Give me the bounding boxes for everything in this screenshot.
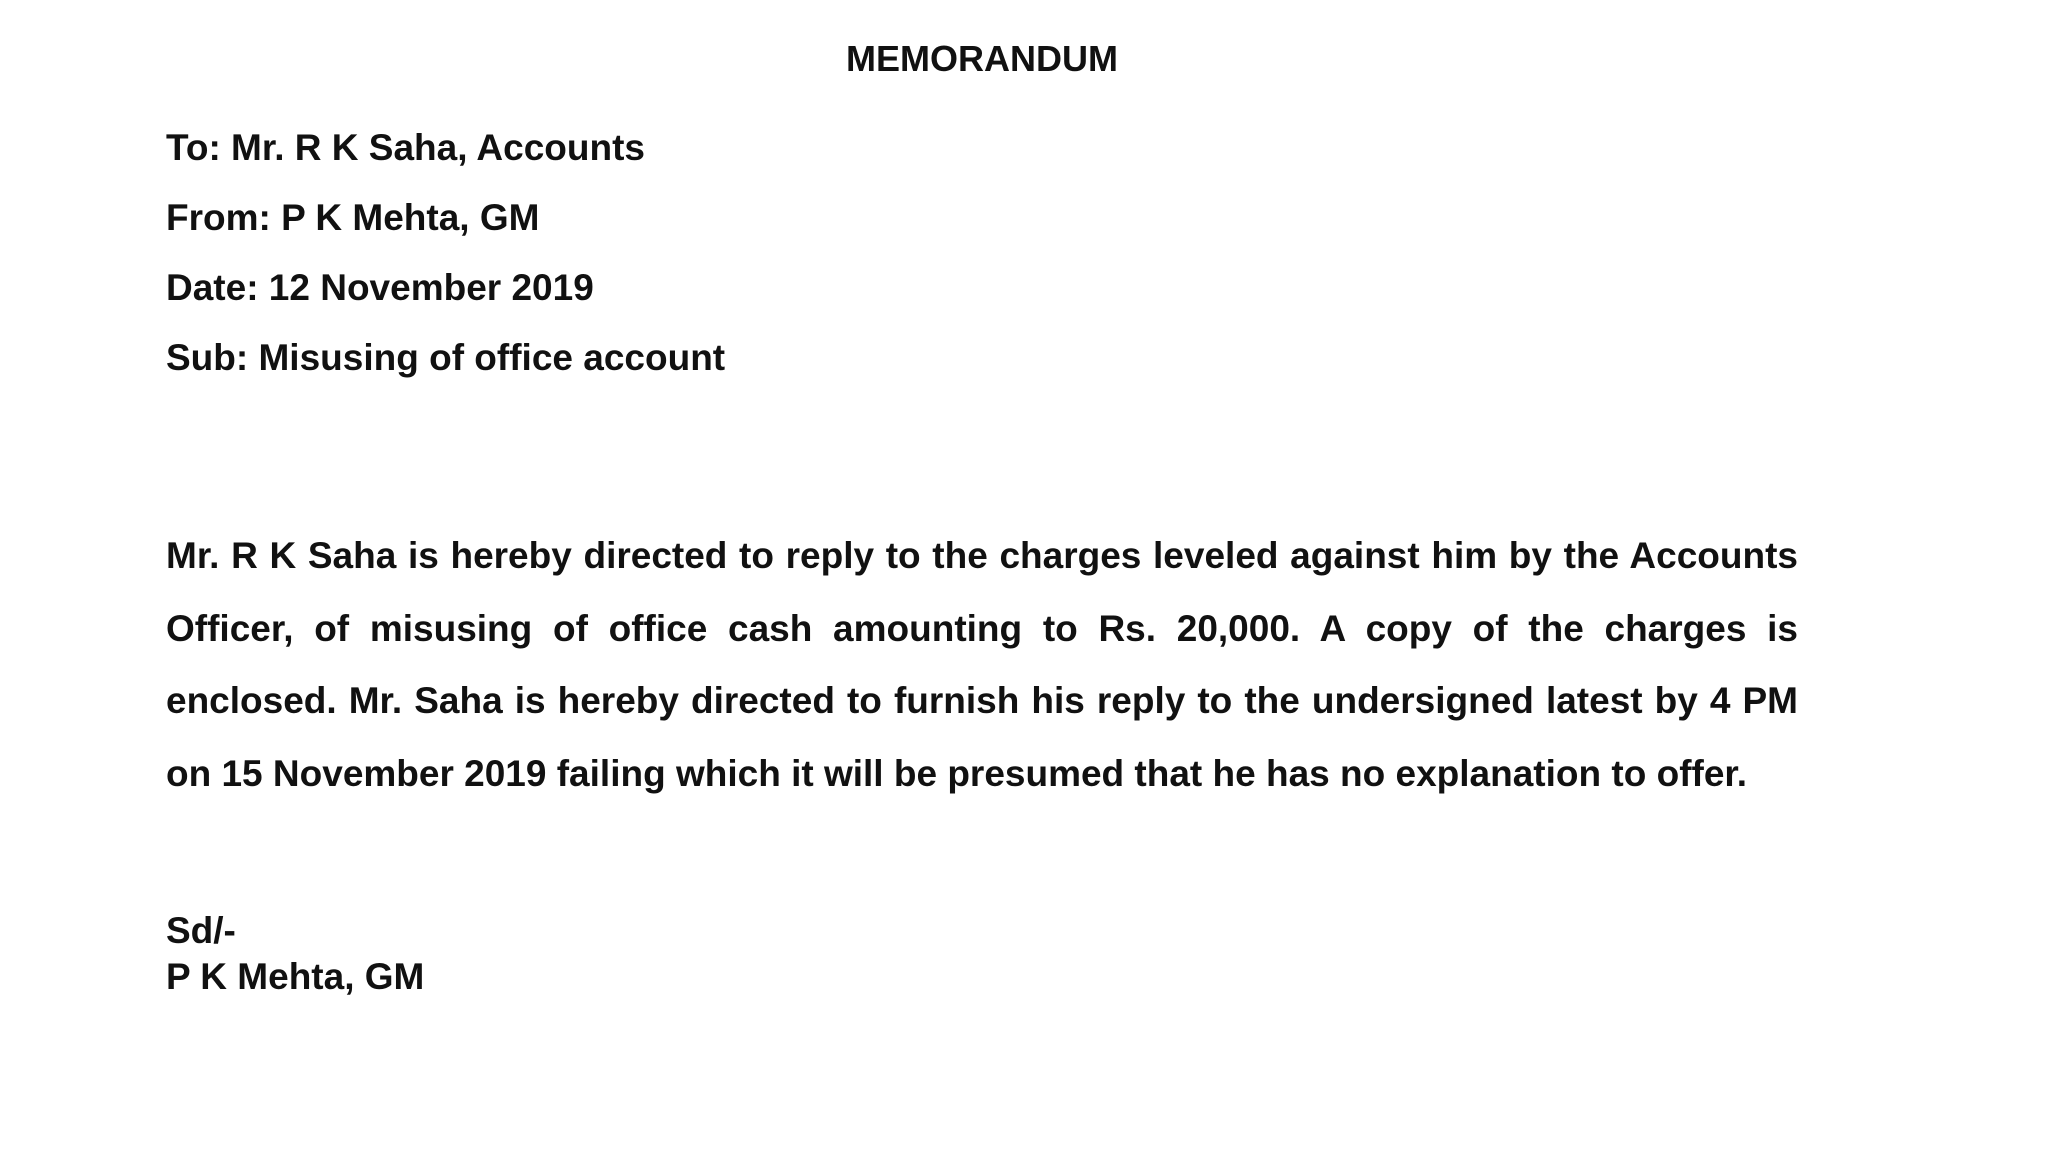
from-line: From: P K Mehta, GM	[166, 197, 540, 238]
to-line: To: Mr. R K Saha, Accounts	[166, 127, 645, 168]
date-line: Date: 12 November 2019	[166, 267, 594, 308]
memo-body: Mr. R K Saha is hereby directed to reply to the charges leveled against him by the Accounts Officer, of misusing of office cash amounting to Rs. 20,000. A copy of the charges is enclosed. Mr. Saha is hereby directed to furnish his reply to the undersigned latest by 4 PM on 15 November 2019 failing which it will be presumed that he has no explanation to offer.	[166, 535, 1798, 794]
memo-title: MEMORANDUM	[846, 38, 1118, 79]
signature-block	[166, 908, 966, 1000]
signatory-name: P K Mehta, GM	[166, 956, 425, 997]
subject-line: Sub: Misusing of office account	[166, 337, 726, 378]
memo-header	[166, 125, 1806, 405]
signature-mark: Sd/-	[166, 910, 236, 951]
